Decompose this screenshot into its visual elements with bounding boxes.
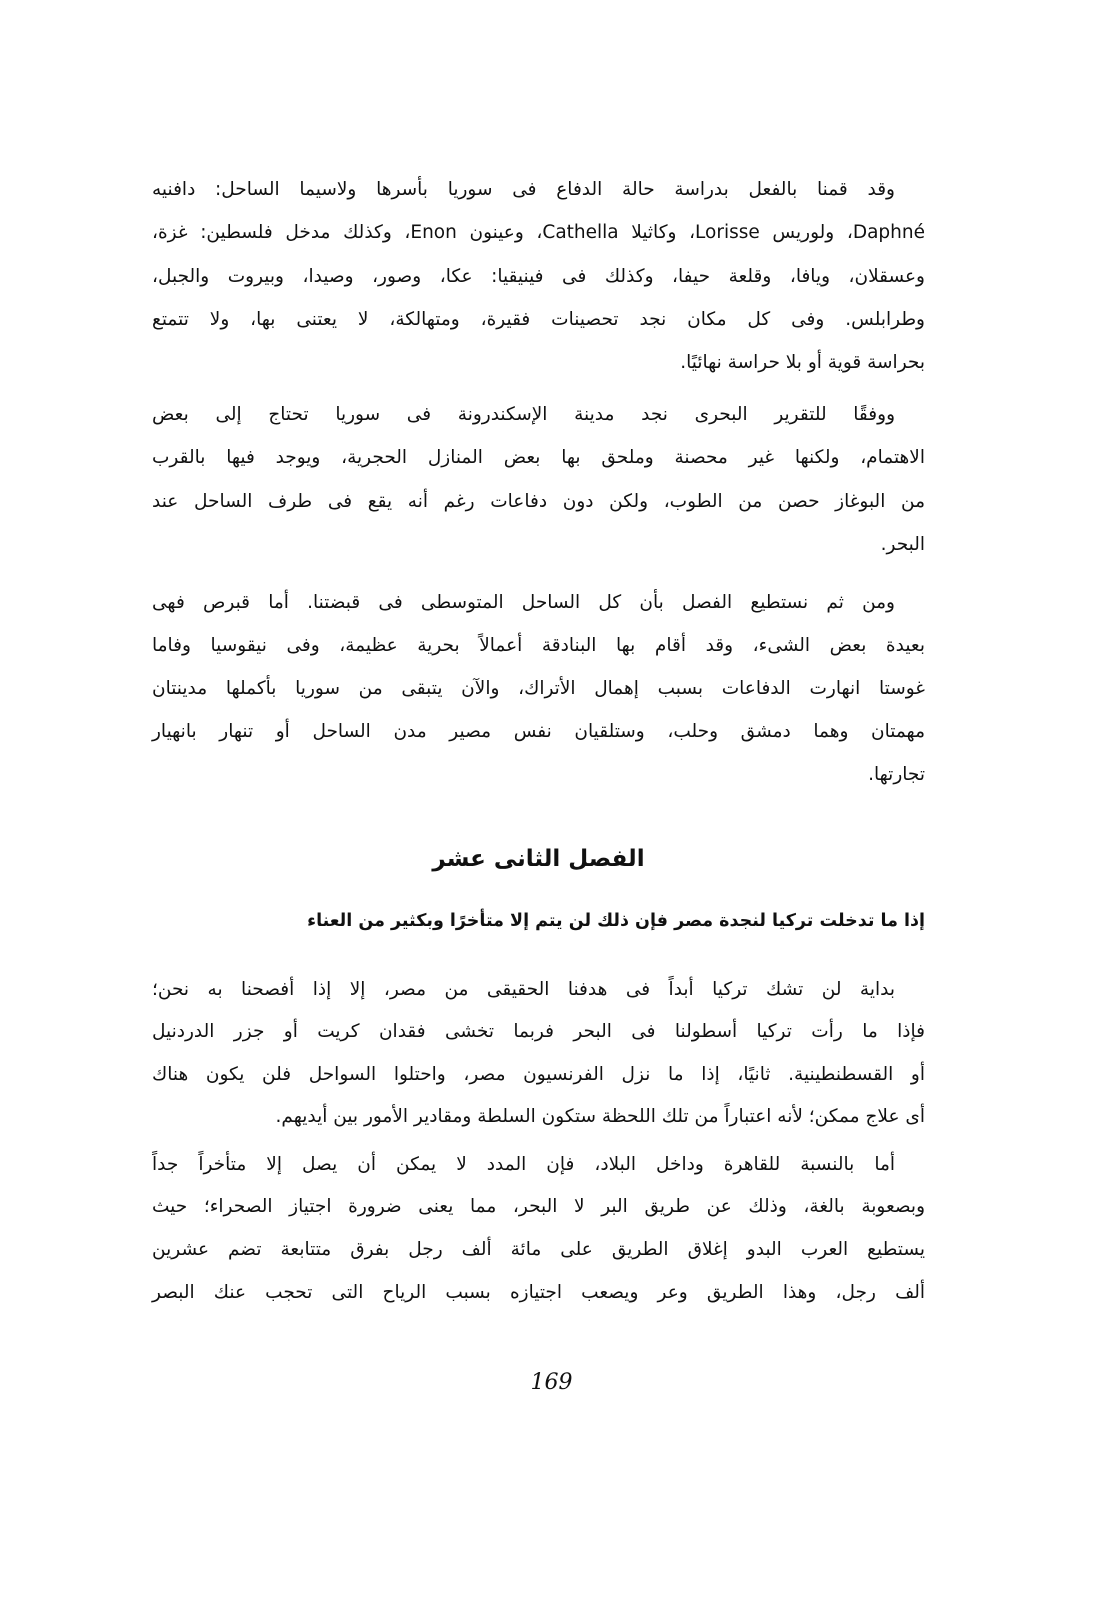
paragraph-2-line-3: من البوغاز حصن من الطوب، ولكن دون دفاعات رغم أنه يقع فى طرف الساحل عند [152, 491, 925, 512]
paragraph-1-line-4: وطرابلس. وفى كل مكان نجد تحصينات فقيرة، ومتهالكة، لا يعتنى بها، ولا تتمتع [152, 309, 925, 330]
paragraph-1-line-1: وقد قمنا بالفعل بدراسة حالة الدفاع فى سوريا بأسرها ولاسيما الساحل: دافنيه [152, 179, 895, 200]
paragraph-5-line-3: يستطيع العرب البدو إغلاق الطريق على مائة ألف رجل بفرق متتابعة تضم عشرين [152, 1239, 925, 1260]
paragraph-3-line-4: مهمتان وهما دمشق وحلب، وستلقيان نفس مصير مدن الساحل أو تنهار بانهيار [152, 721, 925, 742]
paragraph-3-line-2: بعيدة بعض الشىء، وقد أقام بها البنادقة أعمالاً بحرية عظيمة، وفى نيقوسيا وفاما [152, 635, 925, 656]
page-number: 169 [530, 1370, 573, 1395]
chapter-title: الفصل الثانى عشر [432, 846, 645, 872]
paragraph-5-line-4: ألف رجل، وهذا الطريق وعر ويصعب اجتيازه بسبب الرياح التى تحجب عنك البصر [152, 1282, 925, 1303]
paragraph-4-line-2: فإذا ما رأت تركيا أسطولنا فى البحر فربما تخشى فقدان كريت أو جزر الدردنيل [152, 1021, 925, 1042]
paragraph-2-line-1: ووفقًا للتقرير البحرى نجد مدينة الإسكندرونة فى سوريا تحتاج إلى بعض [152, 404, 895, 425]
paragraph-2-line-2: الاهتمام، ولكنها غير محصنة وملحق بها بعض المنازل الحجرية، ويوجد فيها بالقرب [152, 447, 925, 468]
paragraph-2-line-4: البحر. [880, 534, 925, 555]
paragraph-4-line-3: أو القسطنطينية. ثانيًا، إذا ما نزل الفرنسيون مصر، واحتلوا السواحل فلن يكون هناك [152, 1064, 925, 1085]
paragraph-5-line-2: وبصعوبة بالغة، وذلك عن طريق البر لا البحر، مما يعنى ضرورة اجتياز الصحراء؛ حيث [152, 1196, 925, 1217]
paragraph-3-line-3: غوستا انهارت الدفاعات بسبب إهمال الأتراك، والآن يتبقى من سوريا بأكملها مدينتان [152, 678, 925, 699]
paragraph-1-line-3: وعسقلان، ويافا، وقلعة حيفا، وكذلك فى فينيقيا: عكا، وصور، وصيدا، وبيروت والجبل، [152, 266, 925, 287]
chapter-subtitle: إذا ما تدخلت تركيا لنجدة مصر فإن ذلك لن يتم إلا متأخرًا وبكثير من العناء [307, 911, 925, 931]
paragraph-4-line-1: بداية لن تشك تركيا أبداً فى هدفنا الحقيقى من مصر، إلا إذا أفصحنا به نحن؛ [152, 979, 895, 1000]
paragraph-3-line-5: تجارتها. [868, 764, 925, 785]
paragraph-3-line-1: ومن ثم نستطيع الفصل بأن كل الساحل المتوسطى فى قبضتنا. أما قبرص فهى [152, 592, 895, 613]
paragraph-4-line-4: أى علاج ممكن؛ لأنه اعتباراً من تلك اللحظة ستكون السلطة ومقادير الأمور بين أيديهم. [275, 1106, 925, 1127]
paragraph-1-line-2: Daphné، ولوريس Lorisse، وكاثيلا Cathella، وعينون Enon، وكذلك مدخل فلسطين: غزة، [152, 222, 925, 243]
paragraph-5-line-1: أما بالنسبة للقاهرة وداخل البلاد، فإن المدد لا يمكن أن يصل إلا متأخراً جداً [152, 1154, 895, 1175]
paragraph-1-line-5: بحراسة قوية أو بلا حراسة نهائيًا. [680, 352, 925, 373]
